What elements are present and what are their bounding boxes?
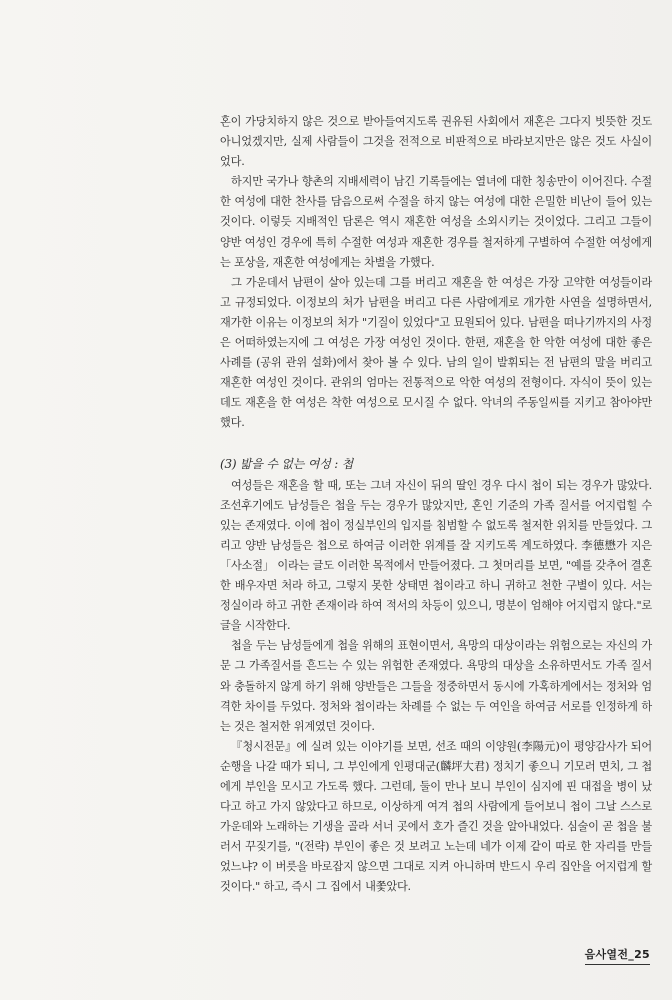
paragraph-4: 여성들은 재혼을 할 때, 또는 그녀 자신이 뒤의 딸인 경우 다시 첩이 되는 경우가 많았다. 조선후기에도 남성들은 첩을 두는 경우가 많았지만, 혼인 기준의 가족 질서를 어지럽힐 수 있는 존재였다. 이에 첩이 정실부인의 입지를 침범할 수 없도록 철저한 위치를 만들었다. 그리고 양반 남성들은 첩으로 하여금 이러한 위계를 잘 지키도록 계도하였다. 李德懋가 지은 「사소절」 이라는 글도 이러한 목적에서 만들어졌다. 그 첫머리를 보면, "예를 갖추어 결혼한 배우자면 처라 하고, 그렇지 못한 상태면 첩이라고 하니 귀하고 천한 구별이 있다. 서는 정실이라 하고 귀한 존재이라 하여 적서의 차등이 있으니, 명분이 엄해야 어지럽지 않다."로 글을 시작한다. [220,478,652,633]
section-heading: (3) 밟을 수 없는 여성 : 첩 [220,456,354,471]
paragraph-3: 그 가운데서 남편이 살아 있는데 그를 버리고 재혼을 한 여성은 가장 고약한 여성들이라고 규정되었다. 이정보의 처가 남편을 버리고 다른 사람에게로 개가한 사연을 설명하면서, 재가한 이유는 이정보의 처가 "기질이 있었다"고 묘원되어 있다. 남편을 떠나기까지의 사정은 어떠하였는지에 그 여성은 가장 여성인 것이다. 한편, 재혼을 한 악한 여성에 대한 좋은 사례를 (공위 관위 설화)에서 찾아 볼 수 있다. 남의 일이 발휘되는 전 남편의 말을 버리고 재혼한 여성인 것이다. 관위의 엄마는 전통적으로 악한 여성의 전형이다. 자식이 뜻이 있는데도 재혼을 한 여성은 착한 여성으로 모시질 수 없다. 악녀의 주동일씨를 지키고 참아야만 했다. [220,275,652,430]
footer-underline [585,964,650,965]
paragraph-6: 『청시전문』에 실려 있는 이야기를 보면, 선조 때의 이양원(李陽元)이 평양감사가 되어 순행을 나갈 때가 되니, 그 부인에게 인평대군(麟坪大君) 정치기 좋으니 기모러 면치, 그 첩에게 부인을 모시고 가도록 했다. 그런데, 둘이 만나 보니 부인이 심지에 핀 대접을 병이 났다고 하고 가지 않았다고 하므로, 이상하게 여겨 첩의 사람에게 들어보니 첩이 그날 스스로 가운데와 노래하는 기생을 골라 서너 곳에서 호가 즐긴 것을 알아내었다. 심술이 곧 첩을 불러서 꾸짖기를, "(전략) 부인이 좋은 것 보려고 노는데 네가 이제 같이 따로 한 자리를 만들었느냐? 이 버릇을 바로잡지 않으면 그대로 지켜 아니하며 반드시 우리 집안을 어지럽게 할 것이다." 하고, 즉시 그 집에서 내쫓았다. [220,739,652,894]
paragraph-5: 첩을 두는 남성들에게 첩을 위해의 표현이면서, 욕망의 대상이라는 위험으로는 자신의 가문 그 가족질서를 흔드는 수 있는 위험한 존재였다. 욕망의 대상을 소유하면서도 가족 질서와 충돌하지 않게 하기 위해 양반들은 그들을 정중하면서 동시에 가혹하게에서는 정처와 엄격한 차이를 두었다. 정처와 첩이라는 차례를 수 없는 두 여인을 하여금 서로를 인정하게 하는 것은 철저한 위계였던 것이다. [220,639,652,733]
footer-page-label: 음사열전_25 [584,948,650,961]
body-text [220,112,652,898]
page-footer [585,946,650,962]
paragraph-2: 하지만 국가나 향촌의 지배세력이 남긴 기록들에는 열녀에 대한 칭송만이 이어진다. 수절한 여성에 대한 찬사를 담음으로써 수절을 하지 않는 여성에 대한 은밀한 비난이 들어 있는 것이다. 이렇듯 지배적인 담론은 역시 재혼한 여성을 소외시키는 것이었다. 그리고 그들이 양반 여성인 경우에 특히 수절한 여성과 재혼한 경우를 철저하게 구별하여 수절한 여성에게는 포상을, 재혼한 여성에게는 차별을 가했다. [220,175,652,269]
paragraph-1: 혼이 가당치하지 않은 것으로 받아들여지도록 권유된 사회에서 재혼은 그다지 빗뜻한 것도 아니었겠지만, 실제 사람들이 그것을 전적으로 비판적으로 바라보지만은 않은 것도 사실이었다. [220,115,652,169]
